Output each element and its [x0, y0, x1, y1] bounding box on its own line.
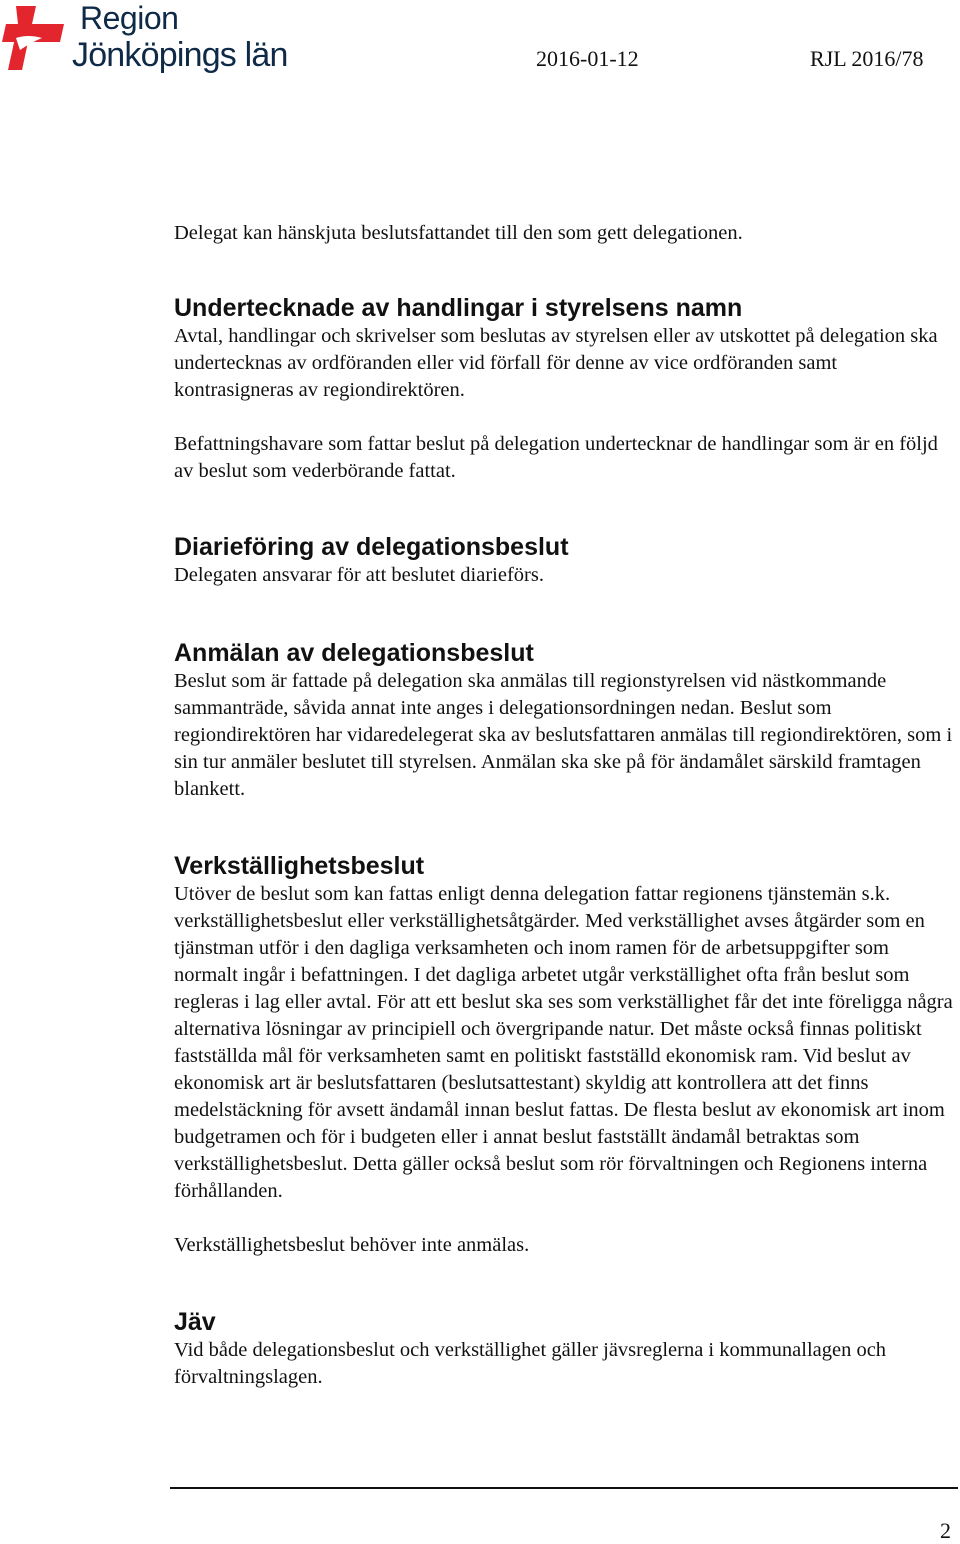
conflict-paragraph: Vid både delegationsbeslut och verkställighet gäller jävsreglerna i kommunallagen och förvaltningslagen. [174, 1339, 887, 1388]
logo-text-county: Jönköpings län [72, 36, 288, 74]
document-reference: RJL 2016/78 [810, 46, 924, 71]
document-body [174, 220, 954, 1391]
footer-divider [170, 1487, 958, 1489]
enforcement-heading: Verkställighetsbeslut [174, 852, 425, 880]
reporting-paragraph: Beslut som är fattade på delegation ska anmälas till regionstyrelsen vid nästkommande sammanträde, såvida annat inte anges i delegationsordningen nedan. Beslut som regiondirektören har vidaredelegerat ska av beslutsfattaren anmälas till regiondirektören, som i sin tur anmäler beslutet till styrelsen. Anmälan ska ske på för ändamålet särskild framtagen blankett. [174, 670, 953, 800]
logo-text-region: Region [80, 0, 179, 36]
signing-heading: Undertecknade av handlingar i styrelsens namn [174, 294, 743, 322]
signing-officials-paragraph: Befattningshavare som fattar beslut på delegation undertecknar de handlingar som är en följd av beslut som vederbörande fattat. [174, 433, 938, 482]
registration-paragraph: Delegaten ansvarar för att beslutet diarieförs. [174, 564, 544, 586]
intro-paragraph: Delegat kan hänskjuta beslutsfattandet till den som gett delegationen. [174, 222, 743, 244]
enforcement-paragraph: Utöver de beslut som kan fattas enligt denna delegation fattar regionens tjänstemän s.k. verkställighetsbeslut eller verkställighetsåtgärder. Med verkställighet avses åtgärder som en tjänstman utför i den dagliga verksamheten och inom ramen för de arbetsuppgifter som normalt ingår i befattningen. I det dagliga arbetet utgår verkställighet ofta från beslut som regleras i lag eller avtal. För att ett beslut ska ses som verkställighet får det inte föreligga några alternativa lösningar av principiell och övergripande natur. Det måste också finnas politiskt fastställda mål för verksamheten samt en politiskt fastställd ekonomisk ram. Vid beslut av ekonomisk art är beslutsfattaren (beslutsattestant) skyldig att kontrollera att det finns medelstäckning för avsett ändamål innan beslut fattas. De flesta beslut av ekonomisk art inom budgetramen och för i budgeten eller i annat beslut fastställt ändamål betraktas som verkställighetsbeslut. Detta gäller också beslut som rör förvaltningen och Regionens interna förhållanden. [174, 883, 953, 1202]
signing-paragraph: Avtal, handlingar och skrivelser som beslutas av styrelsen eller av utskottet på delegation ska undertecknas av ordföranden eller vid förfall för denne av vice ordföranden samt kontrasigneras av regiondirektören. [174, 325, 938, 401]
conflict-heading: Jäv [174, 1308, 216, 1336]
page-number: 2 [940, 1518, 951, 1543]
region-cross-logo-icon [2, 4, 70, 72]
document-date: 2016-01-12 [536, 46, 639, 71]
registration-heading: Diarieföring av delegationsbeslut [174, 533, 569, 561]
enforcement-note-paragraph: Verkställighetsbeslut behöver inte anmälas. [174, 1234, 530, 1256]
reporting-heading: Anmälan av delegationsbeslut [174, 639, 534, 667]
region-logo [0, 0, 300, 80]
